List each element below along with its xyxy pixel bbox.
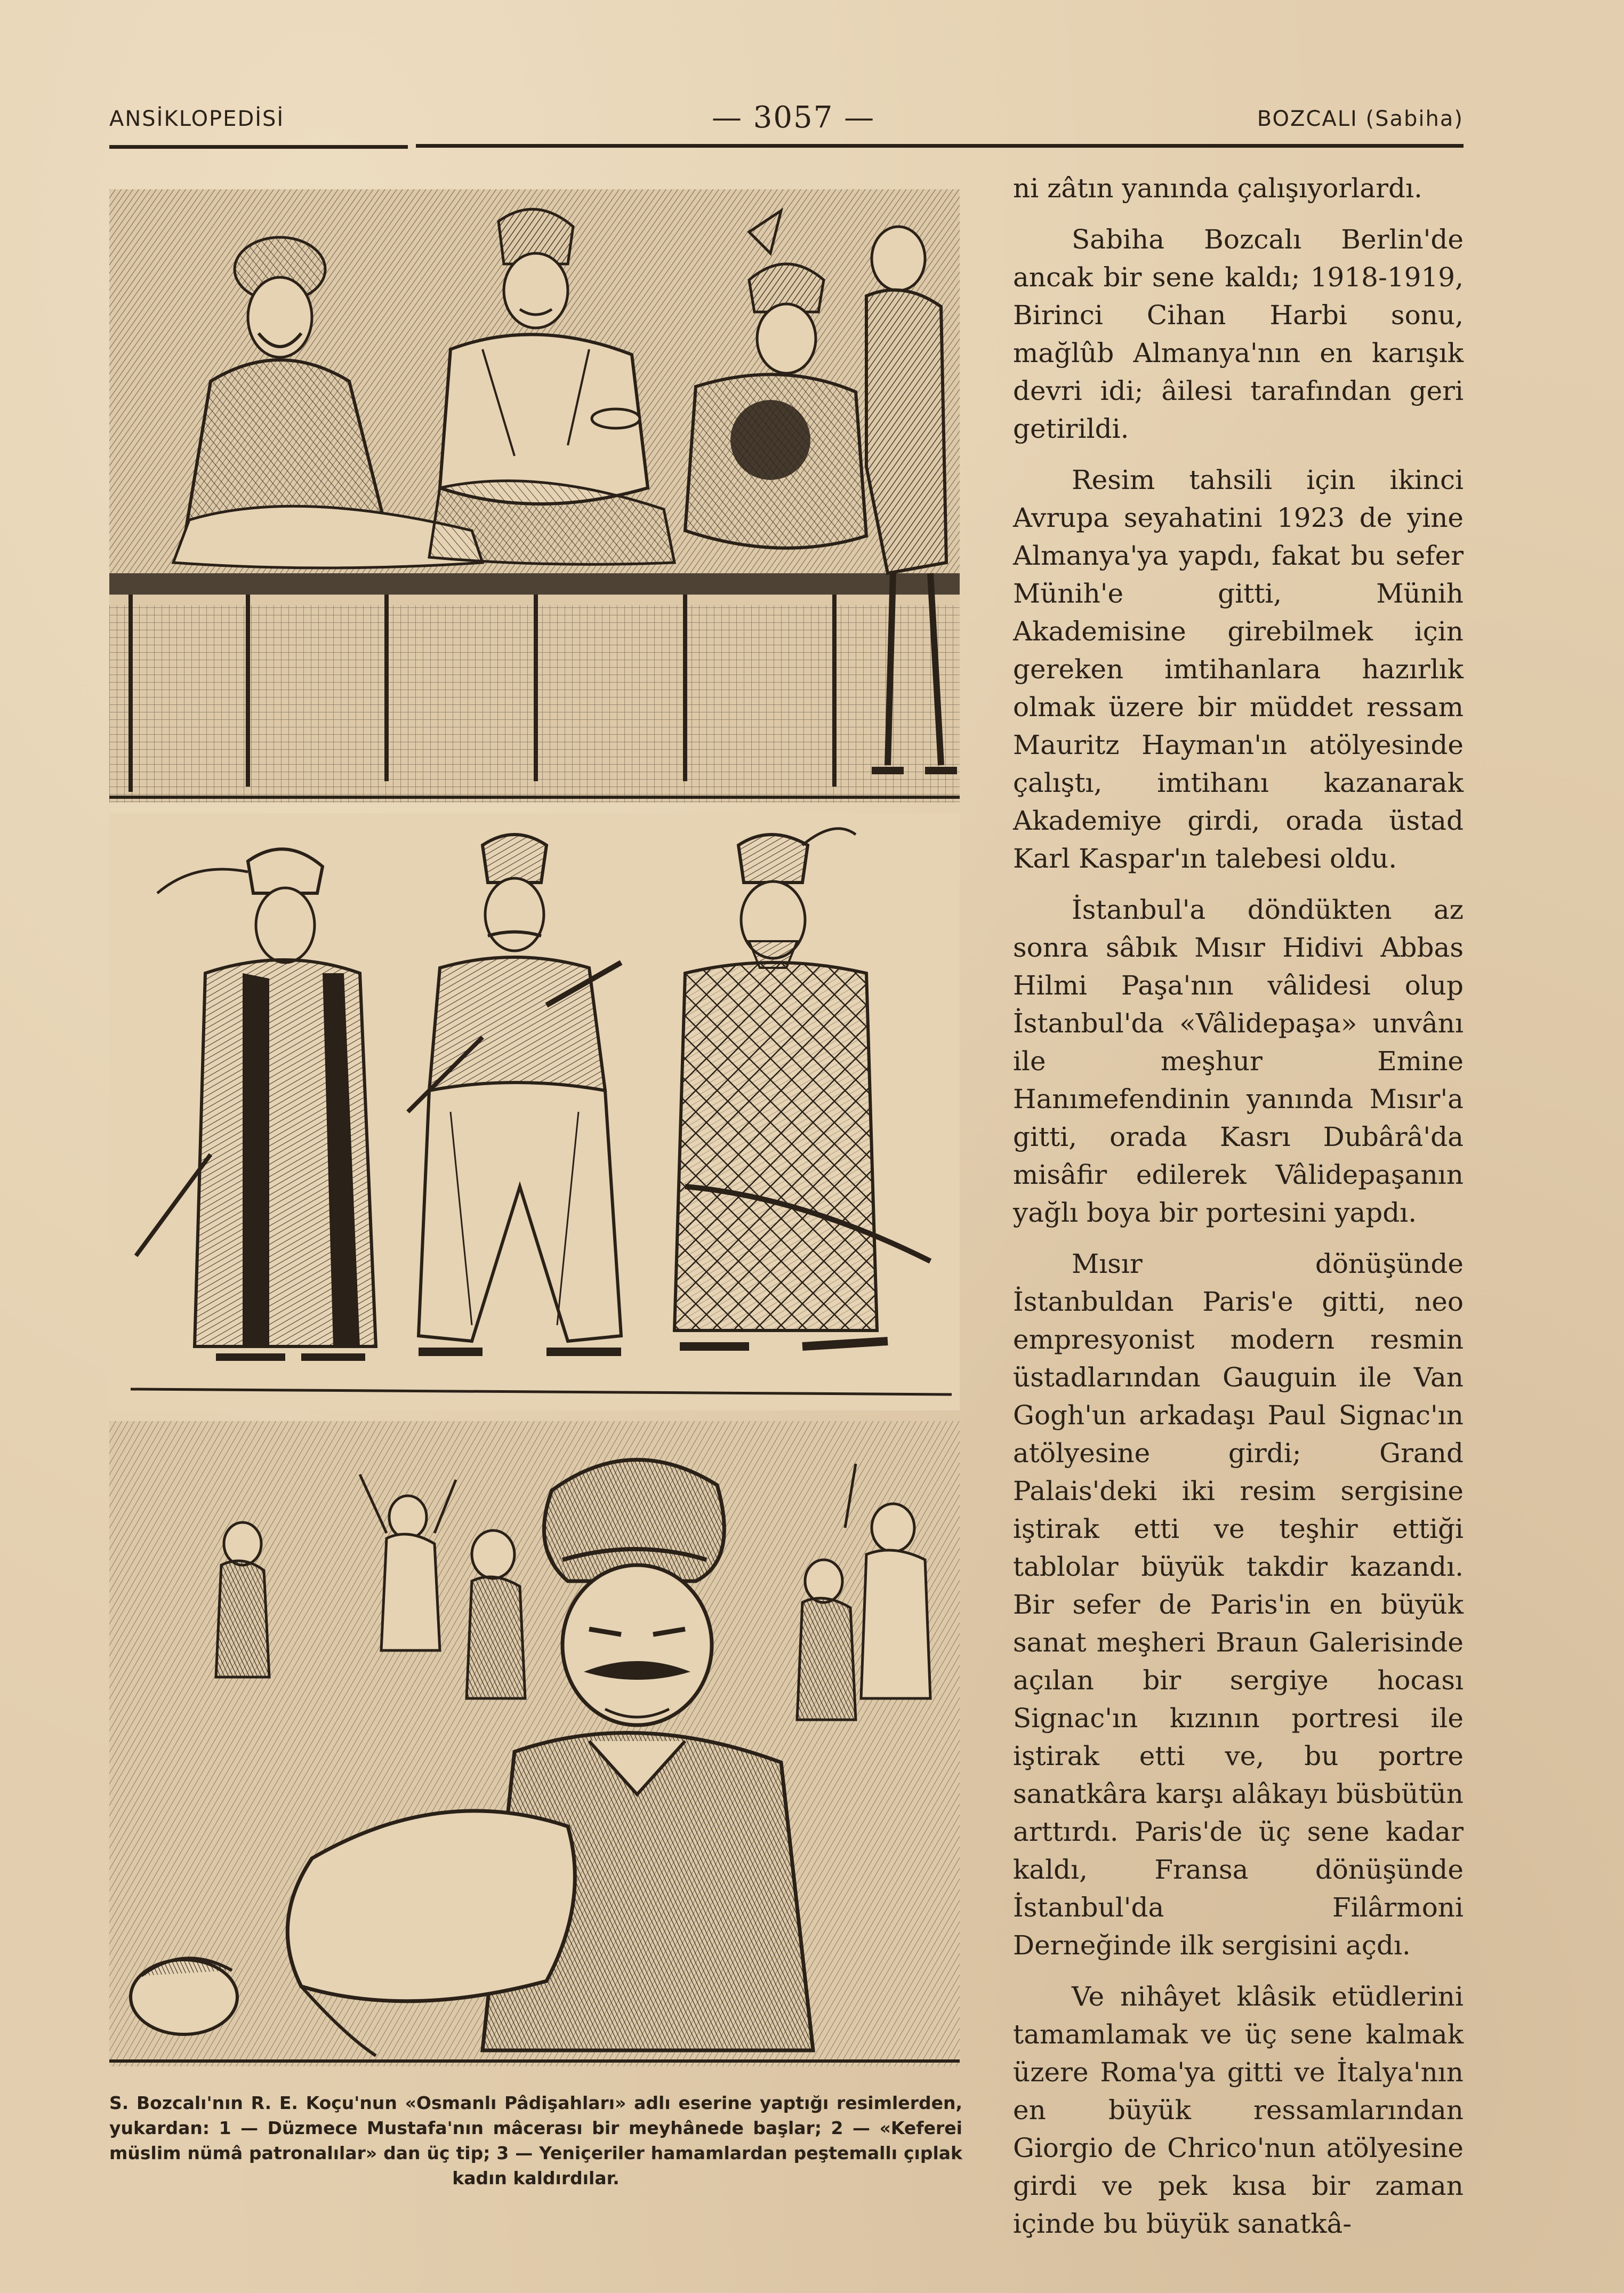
figure-caption: S. Bozcalı'nın R. E. Koçu'nun «Osmanlı Pâdişahları» adlı eserine yaptığı resimlerden, yukardan: 1 — Düzmece Mustafa'nın mâcerası bir meyhânede başlar; 2 — «Keferei müslim nümâ patronalılar» dan üç tip; 3 — Yeniçeriler hamamlardan peştemallı çıplak kadın kaldırdılar.: [109, 2092, 962, 2188]
illustration-tavern-scene: [109, 189, 960, 803]
page-number: — 3057 —: [712, 100, 875, 135]
illustration-three-figures: [109, 813, 960, 1410]
paragraph-4: İstanbul'a döndükten az sonra sâbık Mısır Hidivi Abbas Hilmi Paşa'nın vâlidesi olup İstanbul'da «Vâlidepaşa» unvânı ile meşhur Emine Hanımefendinin yanında Mısır'a gitti, orada Kasrı Dubârâ'da misâfir edilerek Vâlidepaşanın yağlı boya bir portesini yapdı.: [1013, 894, 1464, 1228]
paragraph-5: Mısır dönüşünde İstanbuldan Paris'e gitti, neo empresyonist modern resmin üstadlarından Gauguin ile Van Gogh'un arkadaşı Paul Signac'ın atölyesine girdi; Grand Palais'deki iki resim sergisine iştirak etti ve teşhir ettiği tablolar büyük takdir kazandı. Bir sefer de Paris'in en büyük sanat meşheri Braun Galerisinde açılan bir sergiye hocası Signac'ın kızının portresi ile iştirak etti ve, bu portre sanatkâra karşı alâkayı büsbütün arttırdı. Paris'de üç sene kadar kaldı, Fransa dönüşünde İstanbul'da Filârmoni Derneğinde ilk sergisini açdı.: [1013, 1248, 1464, 1961]
encyclopedia-title: ANSİKLOPEDİSİ: [109, 107, 285, 131]
paragraph-6: Ve nihâyet klâsik etüdlerini tamamlamak ve üç sene kalmak üzere Roma'ya gitti ve İtalya'nın en büyük ressamlarından Giorgio de Chrico'nun atölyesine girdi ve pek kısa bir zaman içinde bu büyük sanatkâ-: [1013, 1981, 1464, 2239]
paragraph-1: ni zâtın yanında çalışıyorlardı.: [1013, 173, 1422, 204]
paragraph-2: Sabiha Bozcalı Berlin'de ancak bir sene kaldı; 1918-1919, Birinci Cihan Harbi sonu, mağlûb Almanya'nın en karışık devri idi; âilesi tarafından geri getirildi.: [1013, 224, 1464, 444]
running-head: [109, 100, 1464, 138]
header-rule-right: [416, 144, 1464, 148]
paragraph-3: Resim tahsili için ikinci Avrupa seyahatini 1923 de yine Almanya'ya yapdı, fakat bu sefer Münih'e gitti, Münih Akademisine girebilmek için gereken imtihanlara hazırlık olmak üzere bir müddet ressam Mauritz Hayman'ın atölyesinde çalıştı, imtihanı kazanarak Akademiye girdi, orada üstad Karl Kaspar'ın talebesi oldu.: [1013, 464, 1464, 874]
article-text-column: [1013, 170, 1464, 2256]
illustration-column: [109, 184, 960, 2066]
entry-heading: BOZCALI (Sabiha): [1257, 107, 1464, 131]
header-rule-left: [109, 145, 408, 149]
illustration-janissary-scene: [109, 1421, 960, 2066]
